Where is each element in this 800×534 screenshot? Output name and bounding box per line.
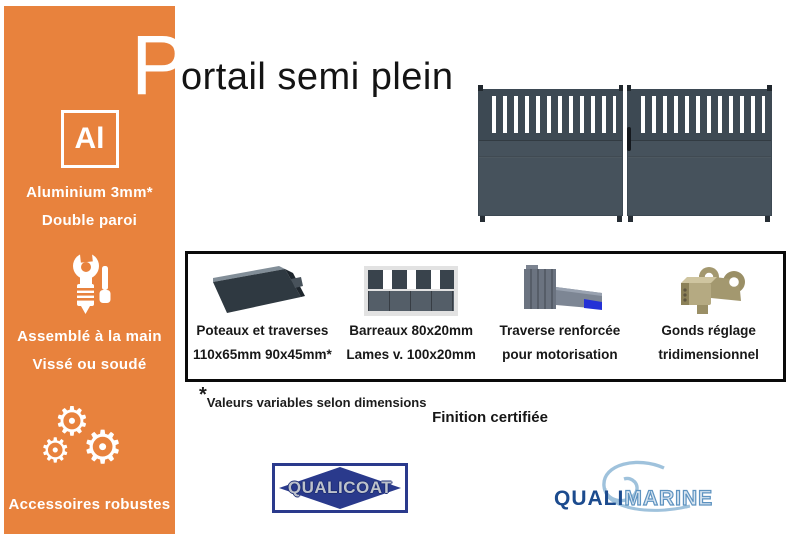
qualicoat-logo <box>272 463 408 513</box>
gate-foot <box>617 216 622 222</box>
feature-gonds <box>634 254 783 379</box>
qualimarine-quali-text: QUALI <box>554 487 625 510</box>
feature-subtitle: pour motorisation <box>502 347 618 362</box>
barreaux-lames <box>368 291 454 311</box>
gate-handle-icon <box>627 127 631 151</box>
gear-glyph: ⚙ <box>54 400 90 444</box>
feature-title: Poteaux et traverses <box>196 323 329 338</box>
features-box <box>185 251 786 382</box>
hinge-image <box>634 263 783 319</box>
page-title: ortail semi plein <box>181 56 454 98</box>
sidebar-label-visse: Vissé ou soudé <box>32 356 147 373</box>
post-cap <box>619 85 623 91</box>
feature-traverse <box>486 254 635 379</box>
post-profile-image <box>188 263 337 319</box>
aluminium-badge-icon <box>61 110 119 168</box>
qualicoat-wordmark: QUALICOAT <box>287 478 393 497</box>
feature-barreaux <box>337 254 486 379</box>
gate-left-leaf <box>478 89 623 216</box>
sidebar-label-accessoires: Accessoires robustes <box>8 496 171 513</box>
footnote-text: Valeurs variables selon dimensions <box>206 395 427 410</box>
qualimarine-logo <box>542 460 720 518</box>
al-symbol: Al <box>74 122 105 155</box>
gear-glyph: ⚙ <box>82 421 124 473</box>
feature-subtitle: 110x65mm 90x45mm* <box>192 347 332 362</box>
reinforced-rail-image <box>486 263 635 319</box>
feature-title: Barreaux 80x20mm <box>349 323 474 338</box>
sidebar-label-double-paroi: Double paroi <box>41 212 138 229</box>
barreaux-bars <box>368 270 454 289</box>
gate-bars <box>485 96 616 133</box>
post-cap <box>627 85 631 91</box>
qualimarine-marine-text: MARINE <box>624 487 714 510</box>
post-cap <box>767 85 772 91</box>
gate-right-leaf <box>627 89 772 216</box>
finish-certified-label: Finition certifiée <box>432 409 548 426</box>
gate-illustration <box>478 89 772 216</box>
feature-poteaux <box>188 254 337 379</box>
feature-subtitle: tridimensionnel <box>658 347 759 362</box>
feature-title: Traverse renforcée <box>499 323 621 338</box>
bars-slats-image <box>337 263 486 319</box>
gate-panel <box>479 140 622 215</box>
gears-icon <box>4 398 175 490</box>
feature-title: Gonds réglage <box>661 323 756 338</box>
panel-seam <box>479 156 622 158</box>
sidebar-label-aluminium: Aluminium 3mm* <box>26 184 153 201</box>
gate-foot <box>480 216 485 222</box>
gear-glyph: ⚙ <box>40 432 71 470</box>
gate-bars <box>634 96 765 133</box>
qualimarine-wordmark <box>554 487 713 511</box>
gate-panel <box>628 140 771 215</box>
feature-subtitle: Lames v. 100x20mm <box>346 347 476 362</box>
footnote <box>199 384 426 412</box>
post-cap <box>478 85 483 91</box>
footnote-asterisk: * <box>199 384 207 406</box>
panel-seam <box>628 156 771 158</box>
wrench-tools-icon <box>58 250 122 325</box>
gate-foot <box>765 216 770 222</box>
sidebar-label-assemble: Assemblé à la main <box>17 328 162 345</box>
page-title-initial: P <box>131 18 188 112</box>
gate-foot <box>628 216 633 222</box>
